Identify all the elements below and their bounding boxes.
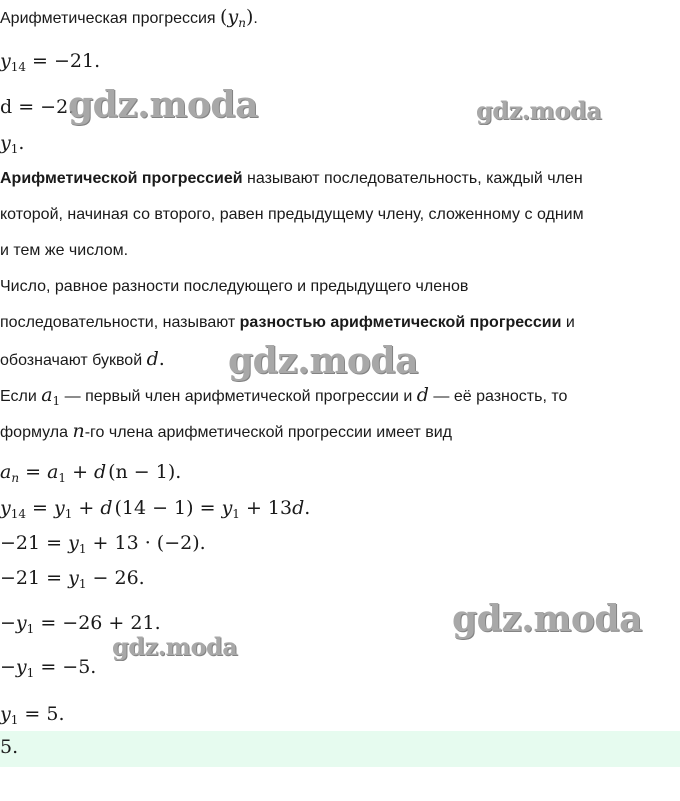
step-4-text: = −26 + 21. xyxy=(34,612,161,634)
watermark-logo: gdz.moda xyxy=(452,598,642,640)
theory-text: обозначают буквой xyxy=(0,352,147,369)
step-3: $-21 = y_1 - 26$. xyxy=(0,567,145,591)
sequence-symbol: $(y_n)$ xyxy=(220,6,254,30)
given-y14-index: 14 xyxy=(10,60,27,74)
theory-p2-line3 xyxy=(0,348,165,370)
symbol-d: d xyxy=(416,384,429,406)
find-y1: $y_1$. xyxy=(0,132,25,156)
theory-text: называют последовательность, каждый член xyxy=(242,170,583,187)
theory-p3-line2 xyxy=(0,420,452,442)
term-arithmetic-progression: Арифметической прогрессией xyxy=(0,170,243,187)
step-1-text: (14 − 1) = xyxy=(114,497,222,519)
step-2-text: + 13 · (−2). xyxy=(86,532,206,554)
find-y1-index: 1 xyxy=(10,142,19,156)
step-6: $y_1 = 5$. xyxy=(0,703,65,727)
theory-text: последовательности, называют xyxy=(0,314,240,331)
theory-p2-line1: Число, равное разности последующего и предыдущего членов xyxy=(0,278,469,295)
given-d-value: d = −2. xyxy=(0,96,75,118)
theory-p3-line1 xyxy=(0,384,567,406)
symbol-n: n xyxy=(72,420,85,442)
theory-text: формула xyxy=(0,424,73,441)
watermark-logo: gdz.moda xyxy=(228,340,418,382)
step-6-text: = 5. xyxy=(18,703,65,725)
theory-p1-line3: и тем же числом. xyxy=(0,242,129,259)
watermark-logo: gdz.moda xyxy=(68,84,258,126)
formula-nth-term: $a_n = a_1 + d$ (n − 1). xyxy=(0,461,182,485)
theory-p1-line1 xyxy=(0,170,583,188)
step-1: $y_{14} = y_1 + d$ $(14 - 1) = y_1 + 13d$. xyxy=(0,497,311,521)
formula-tail: (n − 1). xyxy=(108,461,182,483)
symbol-a1: $a_1$ xyxy=(41,384,61,408)
symbol-d: d. xyxy=(146,348,165,370)
task-header: Арифметическая прогрессия $(y_n)$. xyxy=(0,6,258,30)
theory-p2-line2 xyxy=(0,314,575,332)
step-5: $-y_1 = -5$. xyxy=(0,656,97,680)
theory-text: -го члена арифметической прогрессии имеет вид xyxy=(84,424,453,441)
step-5-text: = −5. xyxy=(34,656,97,678)
theory-text: Если xyxy=(0,388,42,405)
answer-value: 5. xyxy=(0,736,19,758)
given-y14: $y_{14} = -21$. xyxy=(0,50,101,74)
theory-text: — первый член арифметической прогрессии и xyxy=(60,388,417,405)
watermark-logo: gdz.moda xyxy=(112,632,238,661)
task-header-text: Арифметическая прогрессия xyxy=(0,10,221,27)
theory-p1-line2: которой, начиная со второго, равен предыдущему члену, сложенному с одним xyxy=(0,206,584,223)
step-2: $-21 = y_1 + 13 \cdot (-2)$. xyxy=(0,532,206,556)
given-d xyxy=(0,96,74,118)
theory-text: — её разность, то xyxy=(428,388,568,405)
given-y14-value: = −21. xyxy=(26,50,101,72)
step-3-text: − 26. xyxy=(86,567,145,589)
watermark-logo: gdz.moda xyxy=(476,96,602,125)
theory-text: и xyxy=(561,314,575,331)
step-4: $-y_1 = -26 + 21$. xyxy=(0,612,161,636)
answer-box xyxy=(0,731,680,767)
term-progression-difference: разностью арифметической прогрессии xyxy=(239,314,562,331)
